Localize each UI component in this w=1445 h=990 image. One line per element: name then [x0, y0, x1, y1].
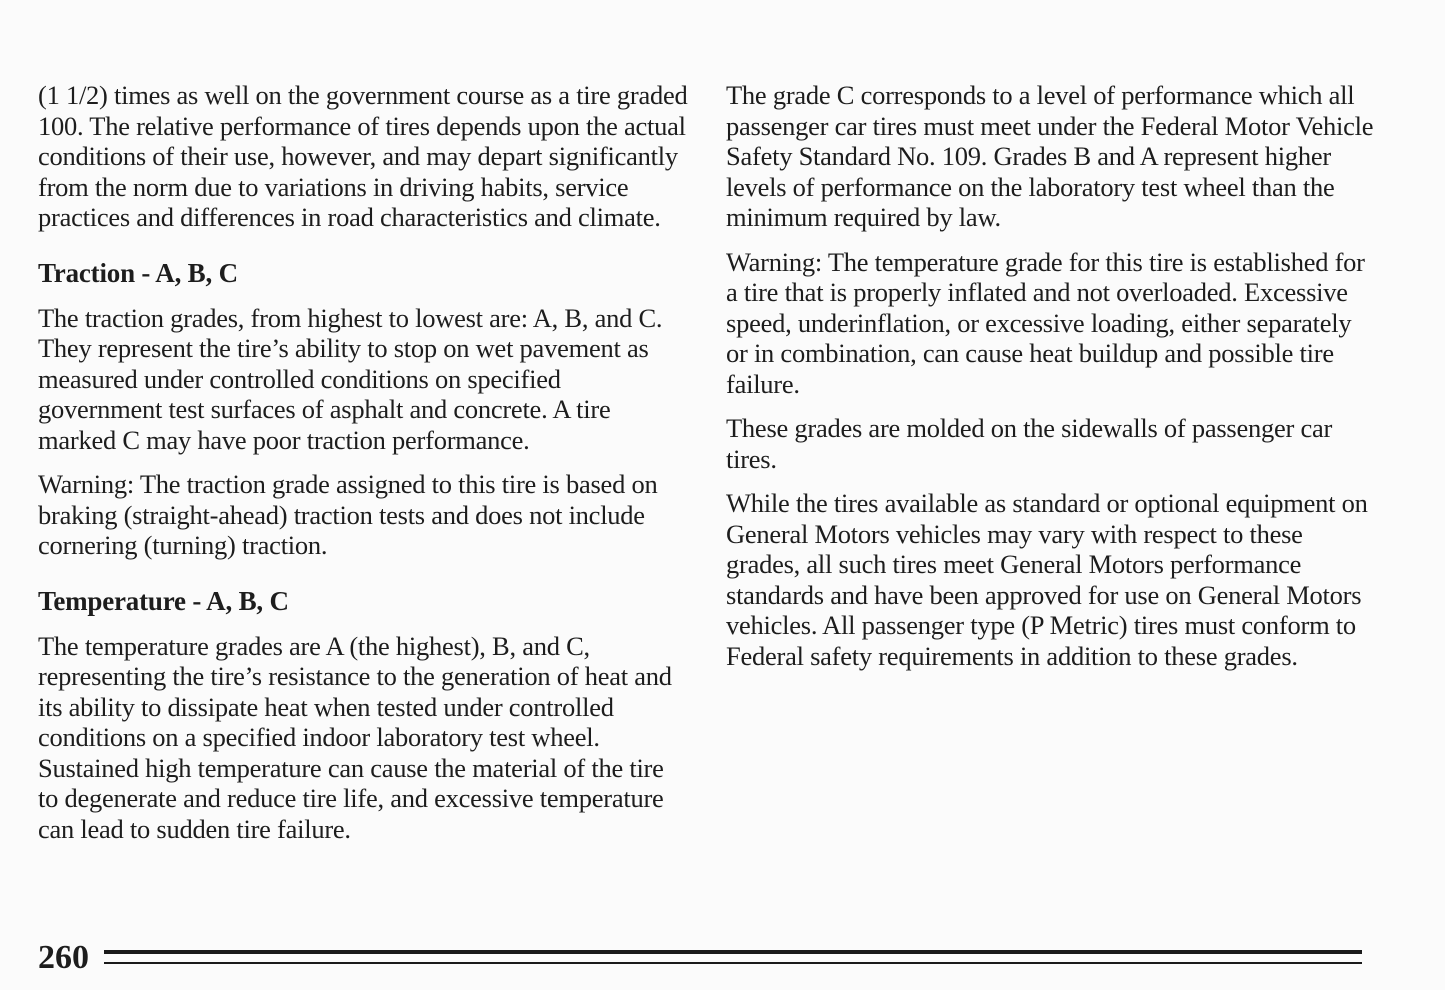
left-column [38, 80, 688, 858]
gm-tires-paragraph: While the tires available as standard or optional equipment on General Motors vehicles may vary with respect to these grades, all such tires meet General Motors performance standards and have been approved for use on General Motors vehicles. All passenger type (P Metric) tires must conform to Federal safety requirements in addition to these grades. [726, 488, 1368, 671]
temperature-paragraph: The temperature grades are A (the highest), B, and C, representing the tire’s resistance to the generation of heat and its ability to dissipate heat when tested under controlled conditions on a specified indoor laboratory test wheel. Sustained high temperature can cause the material of the tire to degenerate and reduce tire life, and excessive temperature can lead to sudden tire failure. [38, 630, 672, 844]
footer-rule-thin [104, 962, 1362, 964]
temperature-warning: Warning: The temperature grade for this tire is established for a tire that is properly inflated and not overloaded. Excessive speed, underinflation, or excessive loading, either separately or in combination, can cause heat buildup and possible tire failure. [726, 246, 1365, 399]
intro-paragraph: (1 1/2) times as well on the government course as a tire graded 100. The relative performance of tires depends upon the actual conditions of their use, however, and may depart significantly from the norm due to variations in driving habits, service practices and differences in road characteristics and climate. [38, 80, 688, 232]
right-column [726, 80, 1376, 685]
page-number: 260 [38, 939, 89, 976]
sidewall-paragraph: These grades are molded on the sidewalls of passenger car tires. [726, 413, 1333, 474]
traction-heading: Traction - A, B, C [38, 257, 238, 288]
page-footer [38, 938, 1368, 978]
grade-c-paragraph: The grade C corresponds to a level of performance which all passenger car tires must meet under the Federal Motor Vehicle Safety Standard No. 109. Grades B and A represent higher levels of performance on the laboratory test wheel than the minimum required by law. [726, 80, 1374, 232]
traction-warning: Warning: The traction grade assigned to this tire is based on braking (straight-ahead) traction tests and does not include cornering (turning) traction. [38, 469, 658, 560]
temperature-heading: Temperature - A, B, C [38, 585, 289, 616]
traction-paragraph: The traction grades, from highest to lowest are: A, B, and C. They represent the tire’s ability to stop on wet pavement as measured under controlled conditions on specified government test surfaces of asphalt and concrete. A tire marked C may have poor traction performance. [38, 302, 663, 455]
footer-rule-thick [104, 950, 1362, 954]
